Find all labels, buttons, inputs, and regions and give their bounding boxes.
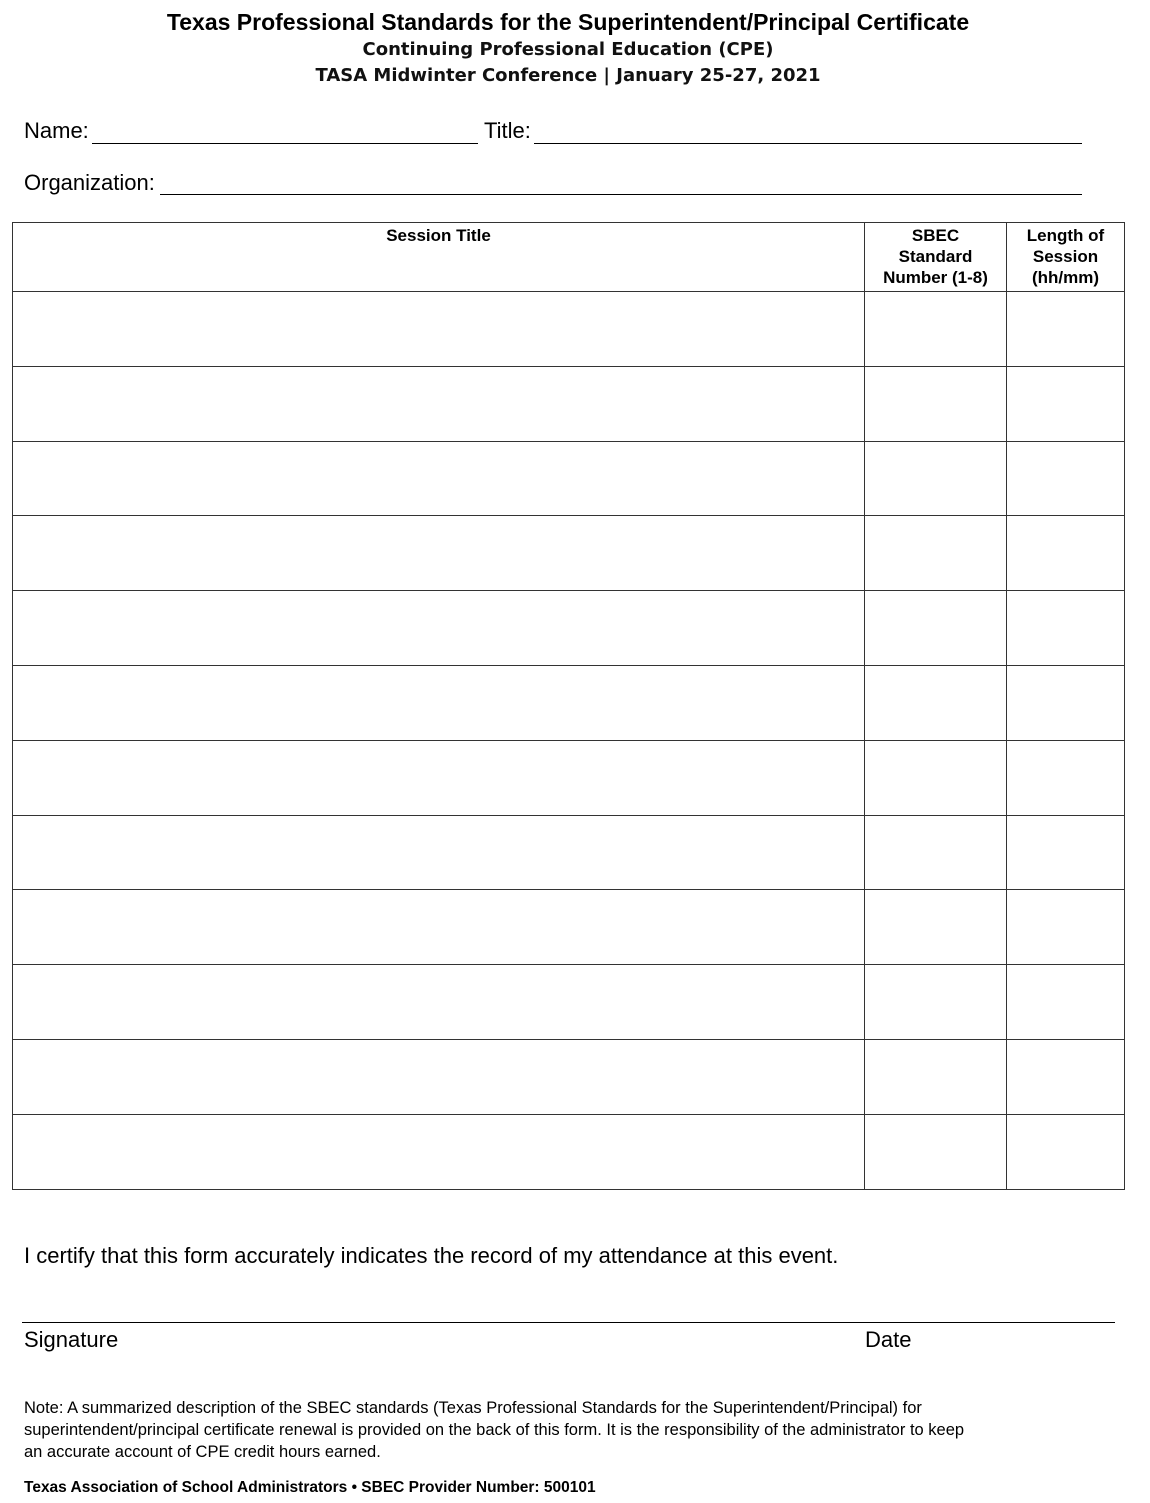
signature-label: Signature — [24, 1327, 119, 1352]
session-title-cell[interactable] — [13, 815, 865, 890]
session-length-header — [1007, 223, 1125, 292]
table-row — [13, 665, 1125, 740]
sbec-standard-cell[interactable] — [865, 591, 1007, 666]
conference-info: TASA Midwinter Conference | January 25-27, 2021 — [315, 65, 821, 86]
sbec-standard-cell[interactable] — [865, 292, 1007, 367]
sbec-standard-cell[interactable] — [865, 366, 1007, 441]
session-length-cell[interactable] — [1007, 740, 1125, 815]
table-row — [13, 1114, 1125, 1189]
session-rows — [13, 292, 1125, 1190]
table-row — [13, 292, 1125, 367]
session-title-header-text: Session Title — [386, 226, 491, 245]
table-row — [13, 890, 1125, 965]
length-header-line1: Length of — [1026, 226, 1105, 245]
sbec-standard-cell[interactable] — [865, 965, 1007, 1040]
session-length-cell[interactable] — [1007, 591, 1125, 666]
session-title-cell[interactable] — [13, 1039, 865, 1114]
sbec-standard-cell[interactable] — [865, 516, 1007, 591]
sbec-standard-cell[interactable] — [865, 740, 1007, 815]
session-length-cell[interactable] — [1007, 292, 1125, 367]
session-title-cell[interactable] — [13, 1114, 865, 1189]
sbec-standard-cell[interactable] — [865, 441, 1007, 516]
sbec-header-line2: Standard — [898, 247, 973, 266]
session-title-cell[interactable] — [13, 516, 865, 591]
session-length-cell[interactable] — [1007, 516, 1125, 591]
session-length-cell[interactable] — [1007, 965, 1125, 1040]
session-length-cell[interactable] — [1007, 441, 1125, 516]
session-length-cell[interactable] — [1007, 1114, 1125, 1189]
organization-label: Organization: — [24, 170, 155, 195]
sbec-header-line3: Number (1-8) — [883, 268, 988, 287]
table-row — [13, 441, 1125, 516]
session-length-cell[interactable] — [1007, 1039, 1125, 1114]
note-line-1: Note: A summarized description of the SBEC standards (Texas Professional Standards for the Superintendent/Principal) for — [24, 1399, 922, 1417]
session-length-cell[interactable] — [1007, 890, 1125, 965]
session-title-header — [13, 223, 865, 292]
session-length-cell[interactable] — [1007, 366, 1125, 441]
session-title-cell[interactable] — [13, 890, 865, 965]
table-row — [13, 740, 1125, 815]
table-row — [13, 1039, 1125, 1114]
sbec-header-line1: SBEC — [911, 226, 960, 245]
session-length-cell[interactable] — [1007, 665, 1125, 740]
session-title-cell[interactable] — [13, 441, 865, 516]
table-row — [13, 815, 1125, 890]
title-field[interactable] — [534, 143, 1082, 144]
sbec-standard-cell[interactable] — [865, 1039, 1007, 1114]
footer-provider-info: Texas Association of School Administrators • SBEC Provider Number: 500101 — [24, 1479, 596, 1496]
form-subtitle: Continuing Professional Education (CPE) — [362, 39, 774, 60]
name-label: Name: — [24, 118, 89, 143]
table-row — [13, 965, 1125, 1040]
sbec-standard-cell[interactable] — [865, 890, 1007, 965]
sbec-standard-cell[interactable] — [865, 815, 1007, 890]
session-title-cell[interactable] — [13, 292, 865, 367]
note-line-2: superintendent/principal certificate renewal is provided on the back of this form. It is the responsibility of the administrator to keep — [24, 1421, 965, 1439]
session-length-cell[interactable] — [1007, 815, 1125, 890]
length-header-line3: (hh/mm) — [1031, 268, 1100, 287]
table-row — [13, 516, 1125, 591]
sessions-table — [12, 222, 1125, 1190]
session-title-cell[interactable] — [13, 965, 865, 1040]
date-label: Date — [865, 1327, 912, 1352]
form-title: Texas Professional Standards for the Superintendent/Principal Certificate — [166, 9, 970, 35]
session-title-cell[interactable] — [13, 740, 865, 815]
session-title-cell[interactable] — [13, 665, 865, 740]
length-header-line2: Session — [1032, 247, 1099, 266]
note-text — [24, 1397, 1124, 1463]
signature-line[interactable] — [22, 1322, 1115, 1323]
note-line-3: an accurate account of CPE credit hours earned. — [24, 1443, 381, 1461]
organization-field[interactable] — [160, 194, 1082, 195]
table-row — [13, 591, 1125, 666]
table-header-row — [13, 223, 1125, 292]
sbec-standard-cell[interactable] — [865, 1114, 1007, 1189]
name-field[interactable] — [92, 143, 478, 144]
certification-statement: I certify that this form accurately indicates the record of my attendance at this event. — [24, 1243, 839, 1268]
table-row — [13, 366, 1125, 441]
sbec-standard-cell[interactable] — [865, 665, 1007, 740]
session-title-cell[interactable] — [13, 591, 865, 666]
session-title-cell[interactable] — [13, 366, 865, 441]
sbec-standard-header — [865, 223, 1007, 292]
title-label: Title: — [484, 118, 531, 143]
